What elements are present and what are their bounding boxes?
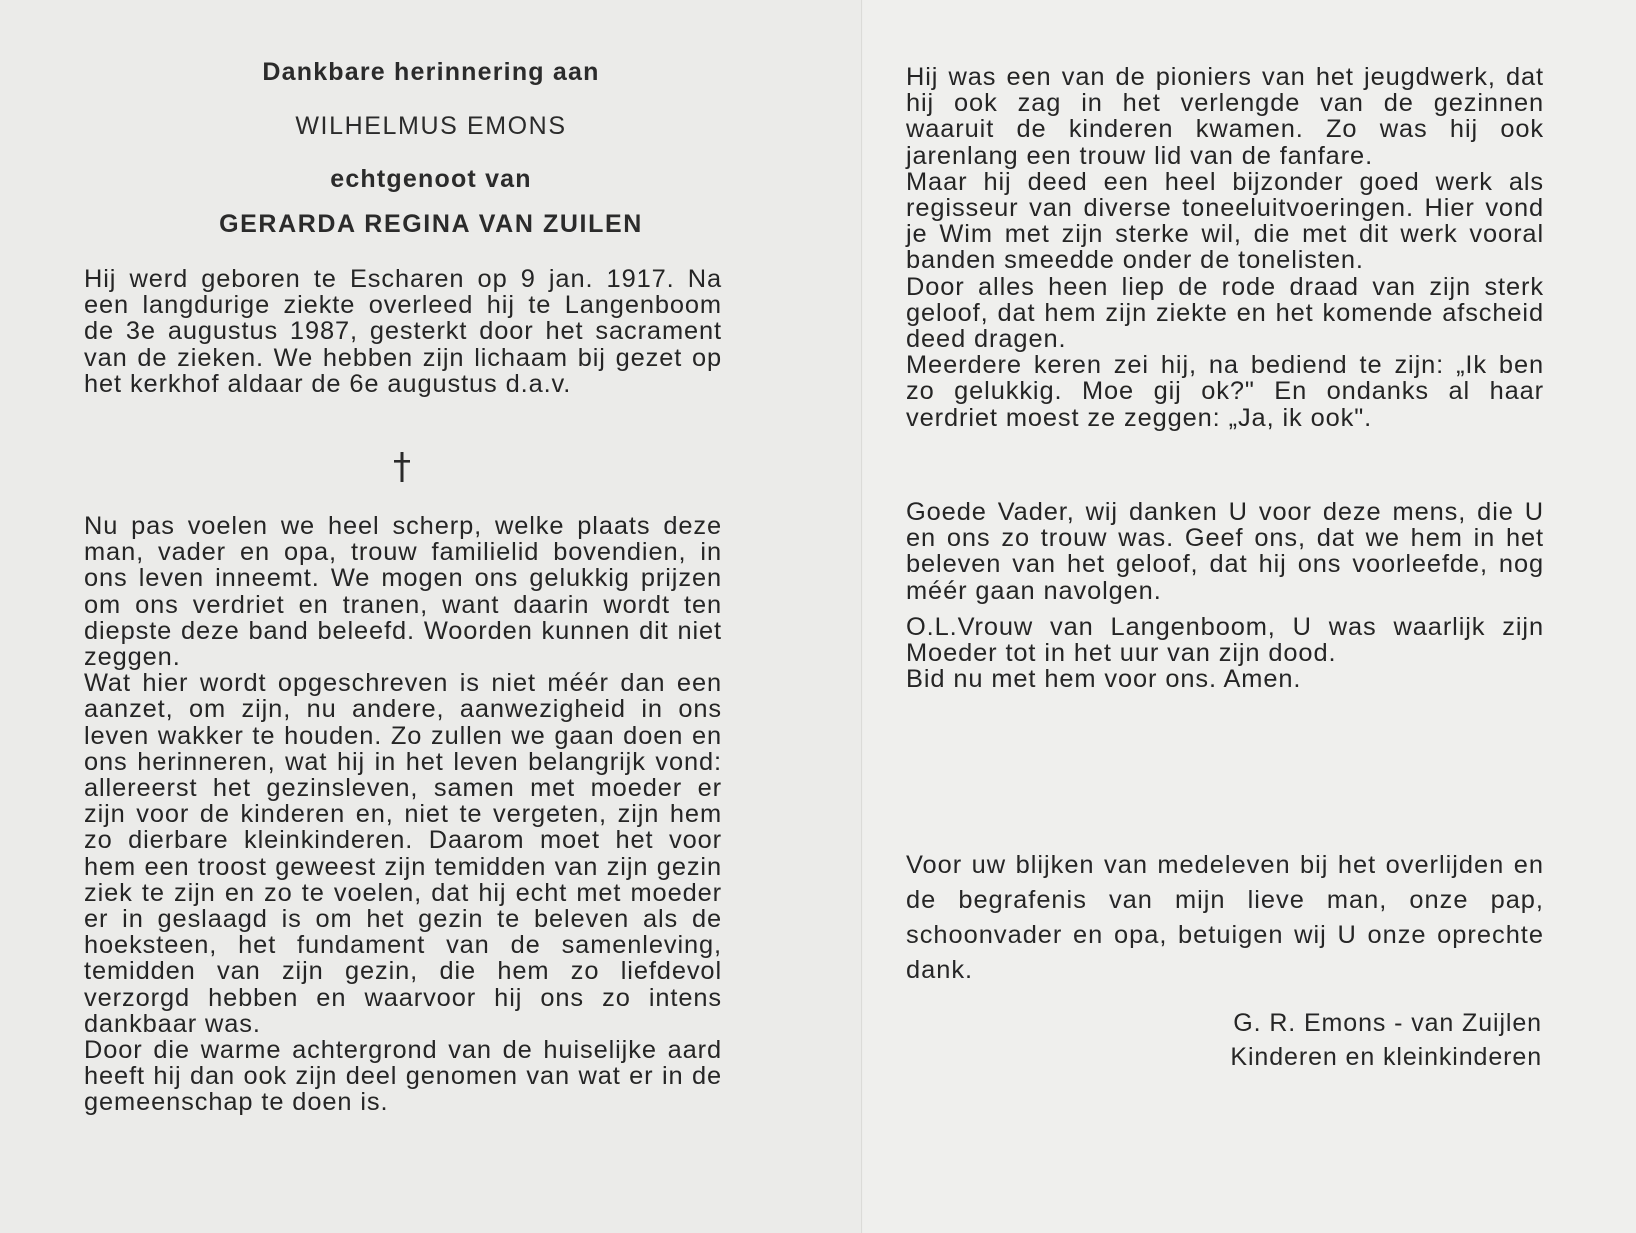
header-spouse-of: echtgenoot van: [330, 165, 532, 193]
tribute-paragraphs: [84, 513, 722, 1116]
signature-family: Kinderen en kleinkinderen: [1230, 1043, 1542, 1071]
card-fold: [861, 0, 863, 1233]
signature-widow: G. R. Emons - van Zuijlen: [1233, 1009, 1542, 1037]
tribute-paragraph-3: Door die warme achtergrond van de huiselijke aard heeft hij dan ook zijn deel genomen van wat er in de gemeenschap te doen is.: [84, 1036, 722, 1117]
intro-text: Hij werd geboren te Escharen op 9 jan. 1917. Na een langdurige ziekte overleed hij te Langenboom de 3e augustus 1987, gesterkt door het sacrament van de zieken. We hebben zijn lichaam bij gezet op het kerkhof aldaar de 6e augustus d.a.v.: [84, 265, 722, 398]
prayer-mary: [906, 614, 1544, 693]
prayer-mary-text: O.L.Vrouw van Langenboom, U was waarlijk zijn Moeder tot in het uur van zijn dood.: [906, 613, 1544, 668]
tribute-paragraph-2: Wat hier wordt opgeschreven is niet méér dan een aanzet, om zijn, nu andere, aanwezigheid in ons leven wakker te houden. Zo zullen we gaan doen en ons herinneren, wat hij in het leven belangrijk vond: allereerst het gezinsleven, samen met moeder er zijn voor de kinderen en, niet te vergeten, zijn hem zo dierbare kleinkinderen. Daarom moet het voor hem een troost geweest zijn temidden van zijn gezin ziek te zijn en zo te voelen, dat hij echt met moeder er in geslaagd is om het gezin te beleven als de hoeksteen, het fundament van de samenleving, temidden van zijn gezin, die hem zo liefdevol verzorgd hebben en waarvoor hij ons zo intens dankbaar was.: [84, 669, 722, 1038]
prayer-amen: Bid nu met hem voor ons. Amen.: [906, 665, 1302, 694]
prayer-father-text: Goede Vader, wij danken U voor deze mens, die U en ons zo trouw was. Geef ons, dat we hem in het beleven van het geloof, dat hij ons voorleefde, nog méér gaan navolgen.: [906, 498, 1544, 605]
thanks-note: Voor uw blijken van medeleven bij het overlijden en de begrafenis van mijn lieve man, onze pap, schoonvader en opa, betuigen wij U onze oprechte dank.: [906, 851, 1544, 984]
life-paragraph-1: Hij was een van de pioniers van het jeugdwerk, dat hij ook zag in het verlengde van de gezinnen waaruit de kinderen kwamen. Zo was hij ook jarenlang een trouw lid van de fanfare.: [906, 63, 1544, 170]
life-paragraph-2: Maar hij deed een heel bijzonder goed werk als regisseur van diverse toneeluitvoeringen. Hier vond je Wim met zijn sterke wil, die met dit werk vooral banden smeedde onder de tonelisten.: [906, 167, 1544, 275]
life-paragraph-4: Meerdere keren zei hij, na bediend te zijn: „Ik ben zo gelukkig. Moe gij ok?" En ondanks al haar verdriet moest ze zeggen: „Ja, ik ook".: [906, 351, 1544, 432]
prayer-father: [906, 499, 1544, 604]
tribute-paragraph-1: Nu pas voelen we heel scherp, welke plaats deze man, vader en opa, trouw familielid bovendien, in ons leven inneemt. We mogen ons gelukkig prijzen om ons verdriet en tranen, want daarin wordt ten diepste deze band beleefd. Woorden kunnen dit niet zeggen.: [84, 512, 722, 672]
header-remembrance: Dankbare herinnering aan: [262, 58, 600, 86]
deceased-name: WILHELMUS EMONS: [295, 112, 567, 140]
spouse-name: GERARDA REGINA VAN ZUILEN: [219, 210, 643, 238]
cross-icon: [390, 452, 414, 482]
life-paragraph-3: Door alles heen liep de rode draad van zijn sterk geloof, dat hem zijn ziekte en het komende afscheid deed dragen.: [906, 272, 1544, 354]
intro-paragraph: [84, 266, 722, 397]
life-story: [906, 64, 1544, 431]
